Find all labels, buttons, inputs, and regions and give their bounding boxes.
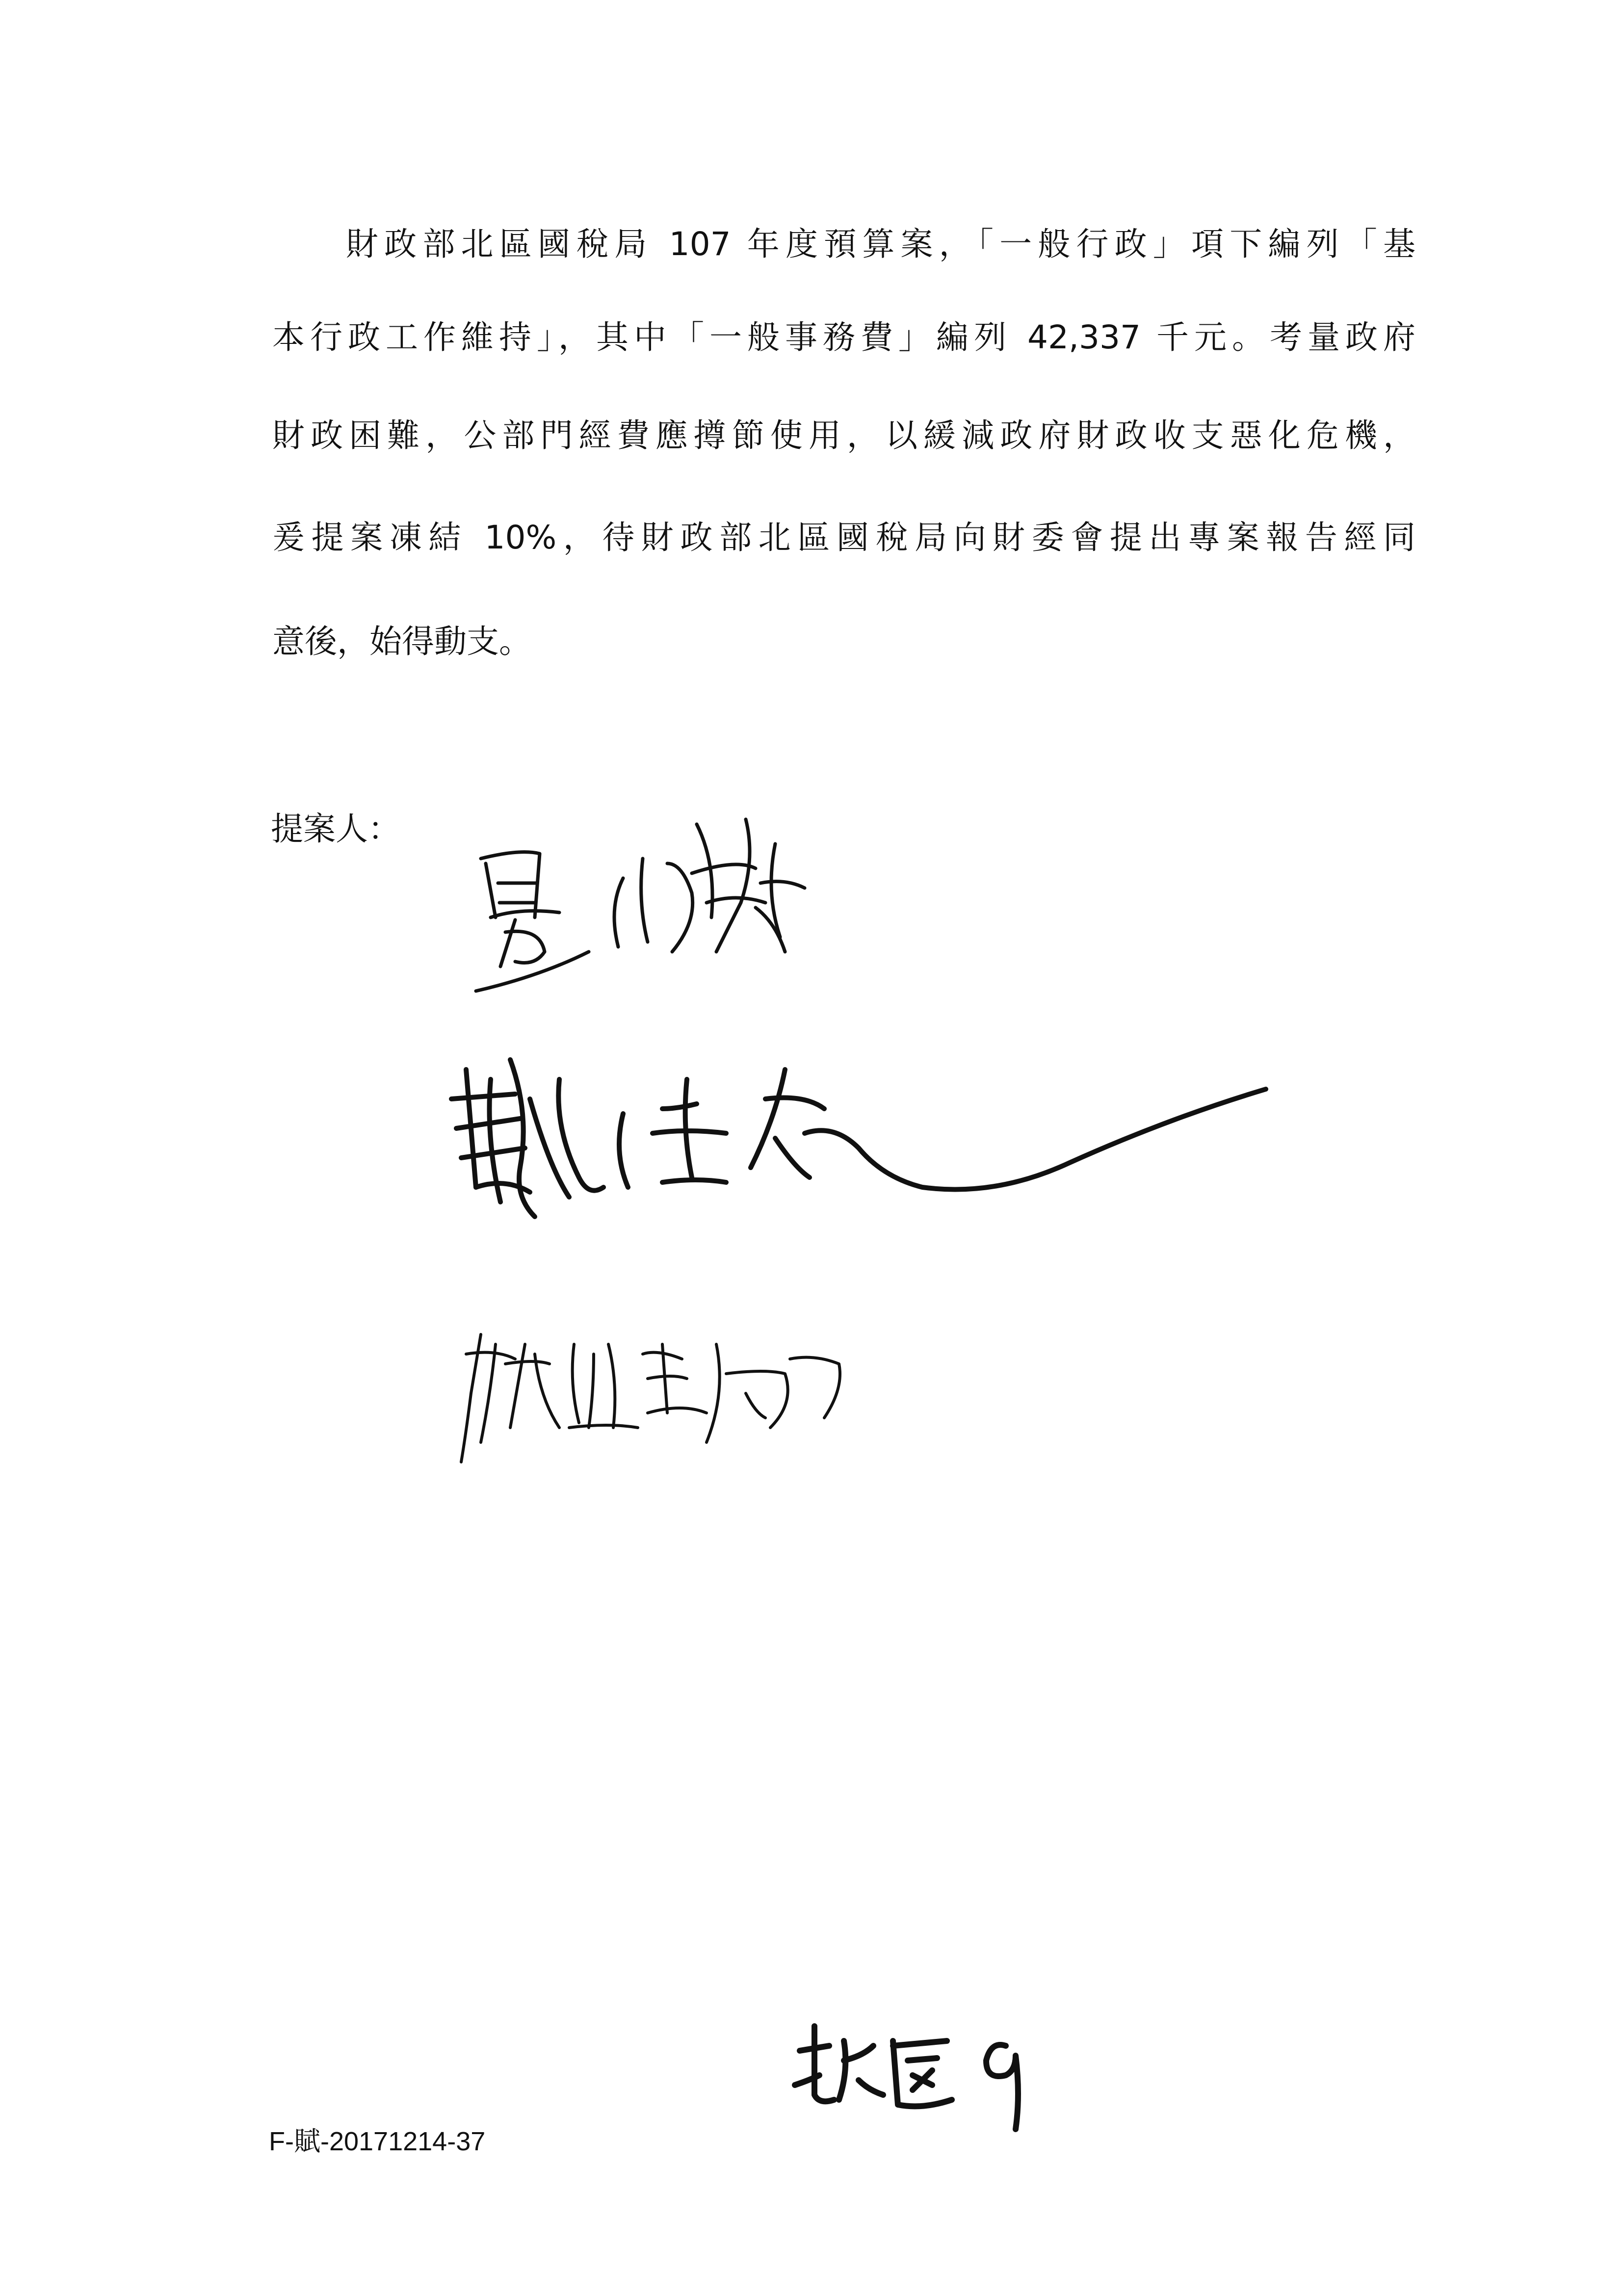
body-line-2: 本行政工作維持」，其中「一般事務費」編列 42,337 千元。考量政府	[272, 318, 1415, 356]
proposer-label: 提案人：	[271, 810, 400, 848]
signature-1	[461, 805, 991, 1020]
document-id: F-賦-20171214-37	[269, 2127, 486, 2156]
body-line-1: 財政部北區國稅局 107 年度預算案，「一般行政」項下編列「基	[346, 225, 1415, 263]
body-line-3: 財政困難，公部門經費應撙節使用，以緩減政府財政收支惡化危機，	[272, 417, 1415, 454]
handwritten-note	[785, 2011, 1060, 2149]
body-line-4: 爰提案凍結 10%，待財政部北區國稅局向財委會提出專案報告經同	[272, 519, 1415, 556]
body-line-5: 意後，始得動支。	[272, 623, 531, 660]
signature-3	[451, 1315, 952, 1491]
signature-2	[432, 1040, 1295, 1315]
